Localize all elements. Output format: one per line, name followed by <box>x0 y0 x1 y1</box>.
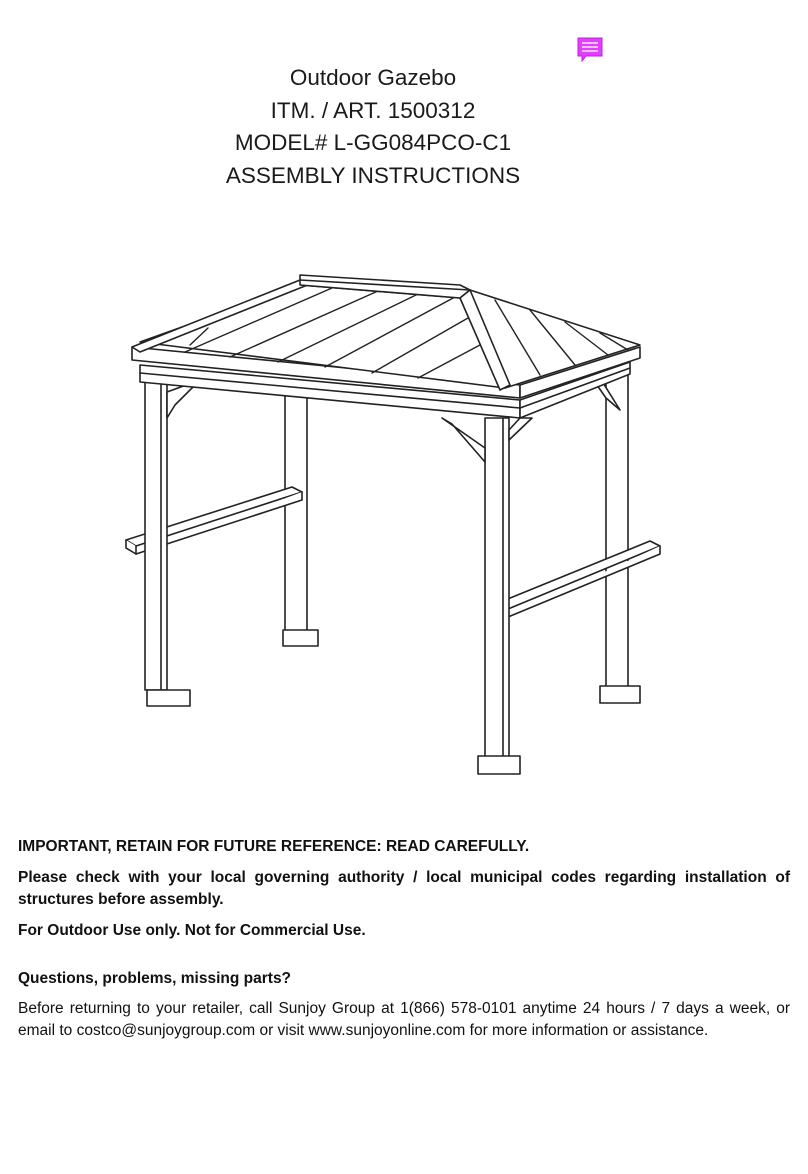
contact-info: Before returning to your retailer, call Sunjoy Group at 1(866) 578-0101 anytime 24 hours / 7 days a week, or email to costco@sunjoygroup.com or visit www.sunjoyonline.com for more information or assistance. <box>18 999 790 1039</box>
code-check-notice: Please check with your local governing authority / local municipal codes regarding installation of structures before assembly. <box>18 868 790 908</box>
questions-heading: Questions, problems, missing parts? <box>18 970 292 987</box>
document-type: ASSEMBLY INSTRUCTIONS <box>225 162 521 188</box>
document-title <box>0 62 746 192</box>
important-notice: IMPORTANT, RETAIN FOR FUTURE REFERENCE: READ CAREFULLY. <box>18 838 530 855</box>
notes-section <box>18 836 790 1043</box>
item-number: ITM. / ART. 1500312 <box>270 97 476 123</box>
gazebo-illustration <box>118 268 668 782</box>
gazebo-line-drawing <box>126 275 660 774</box>
comment-icon[interactable] <box>576 36 604 62</box>
outdoor-use-notice: For Outdoor Use only. Not for Commercial Use. <box>18 921 366 939</box>
product-name: Outdoor Gazebo <box>289 65 457 90</box>
model-number: MODEL# L-GG084PCO-C1 <box>234 130 512 155</box>
